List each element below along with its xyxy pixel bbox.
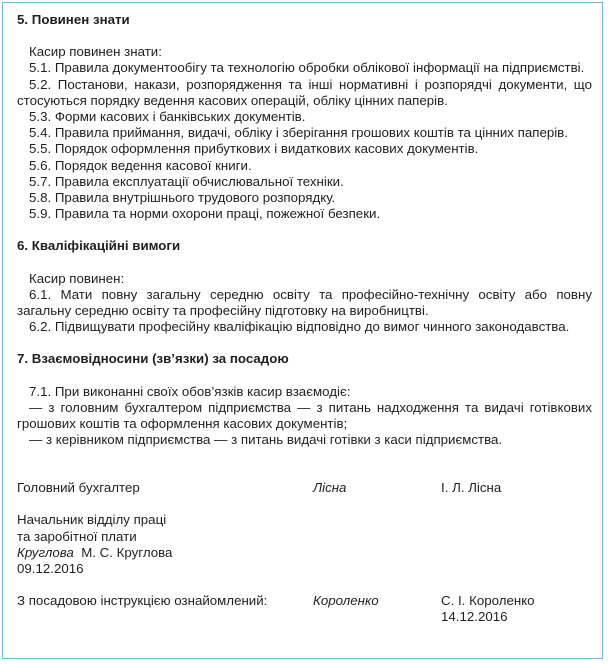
list-item: 6.1. Мати повну загальну середню освіту та професійно-технічну освіту або повну загальну середню освіту та професійну підготовку на виробництві. — [17, 286, 592, 319]
chief-accountant-title: Головний бухгалтер — [17, 480, 140, 496]
list-item: 5.6. Порядок ведення касової книги. — [29, 157, 252, 173]
list-item: 5.8. Правила внутрішнього трудового розпорядку. — [29, 190, 336, 206]
chief-accountant-signature-row — [17, 480, 592, 496]
acquainted-title: З посадовою інструкцією ознайомлений: — [17, 593, 268, 609]
hr-head-name: М. С. Круглова — [81, 544, 173, 560]
list-item: 5.9. Правила та норми охорони праці, пожежної безпеки. — [29, 206, 381, 222]
list-item: 5.4. Правила приймання, видачі, обліку і зберігання грошових коштів та цінних паперів. — [29, 125, 568, 141]
chief-accountant-name: І. Л. Лісна — [441, 480, 502, 496]
acquainted-date: 14.12.2016 — [441, 609, 508, 625]
hr-head-signature: Круглова — [17, 544, 74, 560]
section-5-heading: 5. Повинен знати — [17, 12, 130, 27]
list-item: — з керівником підприємства — з питань видачі готівки з каси підприємства. — [29, 432, 503, 448]
list-item: 5.7. Правила експлуатації обчислювальної техніки. — [29, 173, 344, 189]
acquainted-name: С. І. Короленко — [441, 593, 535, 609]
section-6-heading: 6. Кваліфікаційні вимоги — [17, 238, 181, 254]
section-6-intro: Касир повинен: — [29, 270, 125, 286]
list-item: 5.5. Порядок оформлення прибуткових і видаткових касових документів. — [29, 141, 479, 157]
list-item: 6.2. Підвищувати професійну кваліфікацію відповідно до вимог чинного законодавства. — [29, 319, 570, 335]
hr-head-title-line-2: та заробітної плати — [17, 528, 137, 544]
list-item: 5.1. Правила документообігу та технологію обробки облікової інформації на підприємстві. — [29, 60, 585, 76]
chief-accountant-signature: Лісна — [313, 480, 347, 496]
acquainted-date-row — [17, 609, 592, 625]
hr-head-date: 09.12.2016 — [17, 561, 84, 577]
list-item: — з головним бухгалтером підприємства — з питань надходження та видачі готівкових грошових коштів та оформлення касових документів; — [17, 399, 592, 432]
hr-head-block — [17, 512, 592, 577]
hr-head-title-line-1: Начальник відділу праці — [17, 512, 167, 528]
acquainted-signature: Короленко — [313, 593, 379, 609]
section-7-heading: 7. Взаємовідносини (зв’язки) за посадою — [17, 351, 289, 367]
section-7-intro: 7.1. При виконанні своїх обов’язків касир взаємодіє: — [29, 383, 351, 399]
list-item: 5.3. Форми касових і банківських документів. — [29, 109, 306, 125]
acquainted-signature-row — [17, 593, 592, 609]
section-5-intro: Касир повинен знати: — [29, 44, 162, 60]
document-body — [17, 12, 592, 625]
list-item: 5.2. Постанови, накази, розпорядження та інші нормативні і розпорядчі документи, що стосуються порядку ведення касових операцій, обліку цінних паперів. — [17, 76, 592, 108]
hr-head-signature-line — [17, 545, 592, 561]
